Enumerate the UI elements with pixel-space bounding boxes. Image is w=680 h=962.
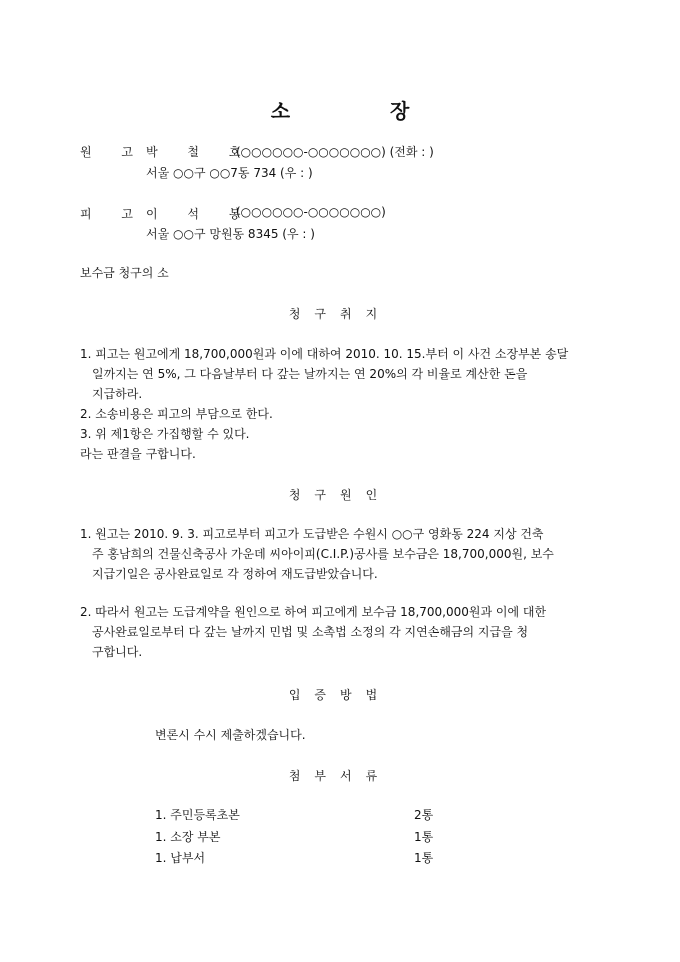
claim-purpose-closing: 라는 판결을 구합니다. bbox=[80, 447, 196, 461]
claim-cause-item-1-line-1: 1. 원고는 2010. 9. 3. 피고로부터 피고가 도급받은 수원시 ○○구 영화동 224 지상 건축 bbox=[80, 527, 544, 541]
claim-cause-item-2 bbox=[80, 602, 610, 662]
attachment-item-count: 1통 bbox=[414, 830, 434, 844]
attachments-heading: 첨부서류 bbox=[288, 769, 392, 783]
evidence-heading: 입증방법 bbox=[288, 688, 392, 702]
plaintiff-id-phone: (○○○○○○-○○○○○○○) (전화 : ) bbox=[236, 145, 434, 159]
attachment-item-name: 1. 납부서 bbox=[155, 851, 206, 865]
title-char-2: 장 bbox=[389, 99, 410, 123]
claim-purpose-item-1-line-3: 지급하라. bbox=[92, 387, 143, 401]
evidence-text: 변론시 수시 제출하겠습니다. bbox=[155, 728, 306, 742]
claim-purpose-item-1-line-1: 1. 피고는 원고에게 18,700,000원과 이에 대하여 2010. 10. 15.부터 이 사건 소장부본 송달 bbox=[80, 347, 569, 361]
claim-cause-item-2-line-1: 2. 따라서 원고는 도급계약을 원인으로 하여 피고에게 보수금 18,700,000원과 이에 대한 bbox=[80, 605, 547, 619]
claim-cause-item-1-line-3: 지급기일은 공사완료일로 각 정하여 재도급받았습니다. bbox=[92, 567, 378, 581]
attachment-item-count: 1통 bbox=[414, 851, 434, 865]
claim-cause-item-2-line-3: 구합니다. bbox=[92, 645, 143, 659]
claim-purpose-body bbox=[80, 344, 610, 464]
document-title bbox=[0, 95, 680, 124]
defendant-id: (○○○○○○-○○○○○○○) bbox=[236, 205, 386, 219]
claim-purpose-item-3: 3. 위 제1항은 가집행할 수 있다. bbox=[80, 427, 250, 441]
case-name: 보수금 청구의 소 bbox=[80, 266, 169, 280]
attachment-item-name: 1. 소장 부본 bbox=[155, 830, 221, 844]
claim-purpose-item-1-line-2: 일까지는 연 5%, 그 다음날부터 다 갚는 날까지는 연 20%의 각 비율로 계산한 돈을 bbox=[92, 367, 528, 381]
defendant-address: 서울 ○○구 망원동 8345 (우 : ) bbox=[146, 227, 315, 241]
defendant-role: 피 고 bbox=[80, 207, 146, 221]
claim-cause-heading: 청구원인 bbox=[288, 488, 392, 502]
defendant-name: 이 석 봉 bbox=[146, 207, 254, 221]
attachment-item-count: 2통 bbox=[414, 808, 434, 822]
claim-cause-item-2-line-2: 공사완료일로부터 다 갚는 날까지 민법 및 소촉법 소정의 각 지연손해금의 지급을 청 bbox=[92, 625, 529, 639]
claim-purpose-item-2: 2. 소송비용은 피고의 부담으로 한다. bbox=[80, 407, 273, 421]
claim-cause-item-1-line-2: 주 홍남희의 건물신축공사 가운데 씨아이피(C.I.P.)공사를 보수금은 18,700,000원, 보수 bbox=[92, 547, 554, 561]
title-char-1: 소 bbox=[270, 99, 291, 123]
claim-purpose-heading: 청구취지 bbox=[288, 307, 392, 321]
claim-cause-item-1 bbox=[80, 524, 610, 584]
plaintiff-role: 원 고 bbox=[80, 145, 146, 159]
plaintiff-address: 서울 ○○구 ○○7동 734 (우 : ) bbox=[146, 166, 313, 180]
plaintiff-name: 박 철 호 bbox=[146, 145, 254, 159]
attachment-item-name: 1. 주민등록초본 bbox=[155, 808, 240, 822]
